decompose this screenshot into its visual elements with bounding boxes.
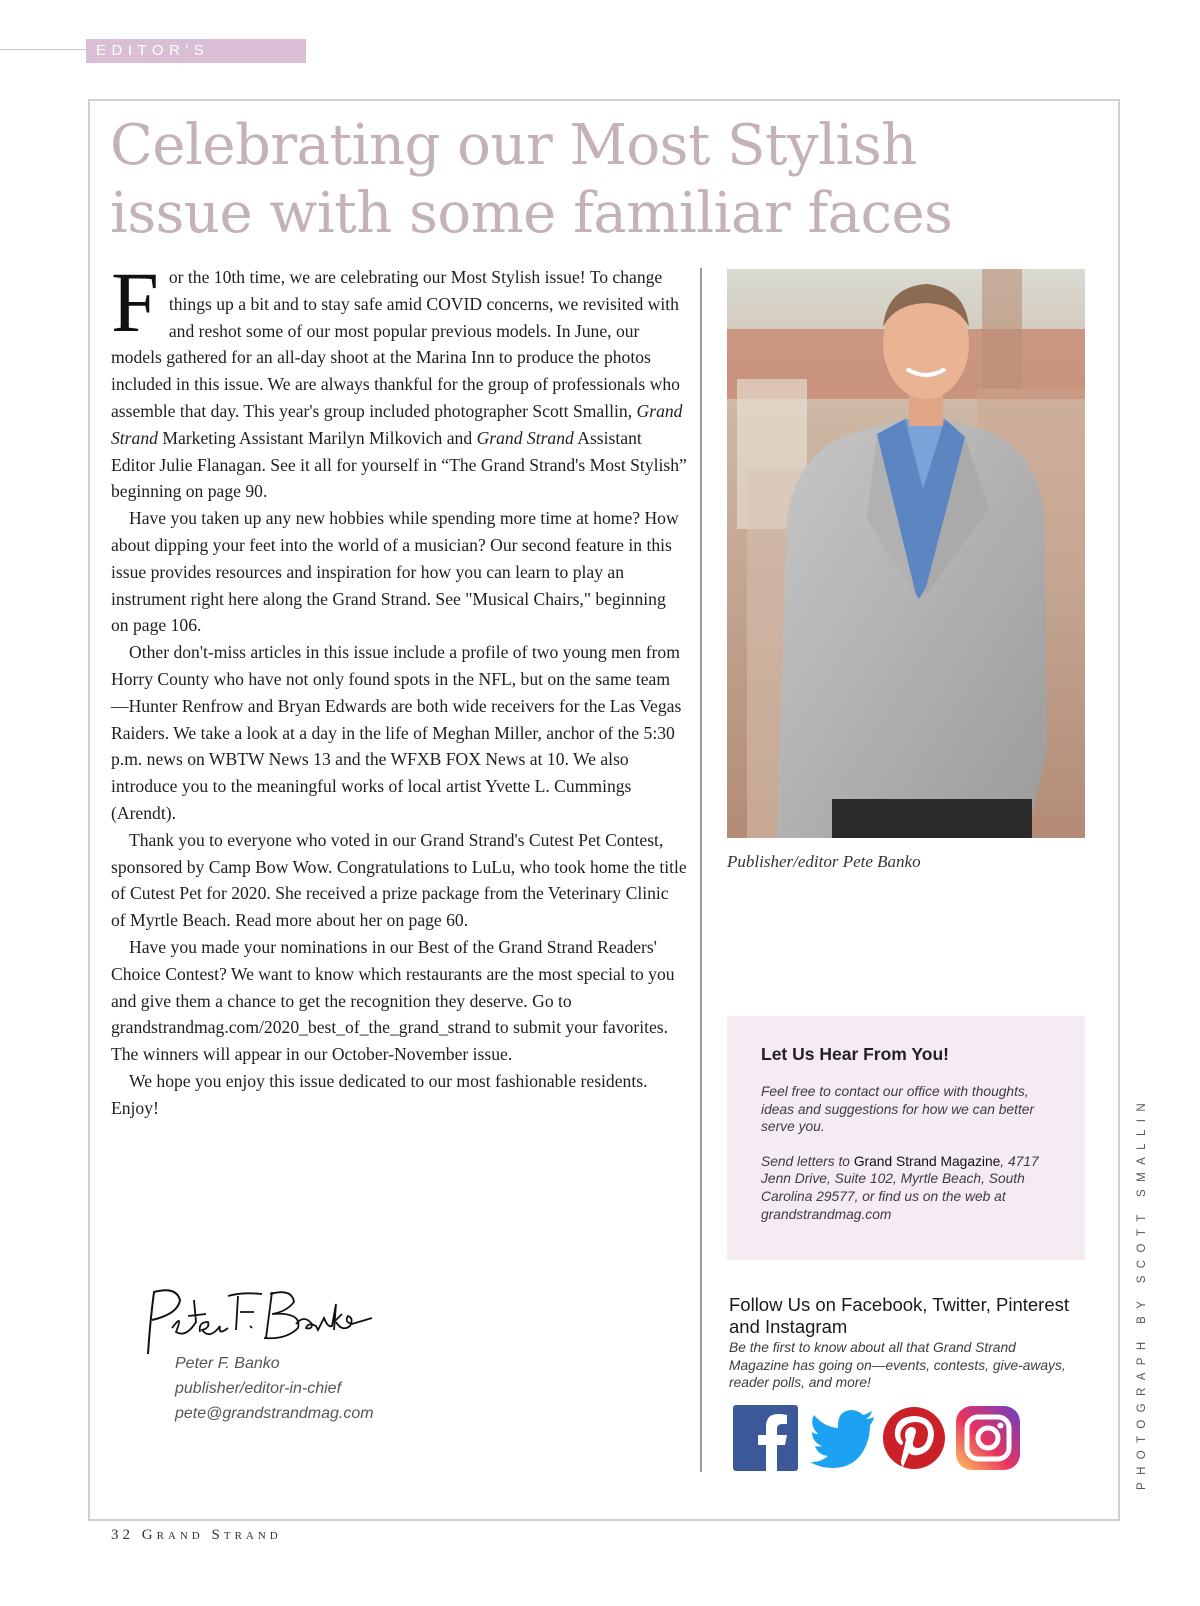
editor-portrait-photo <box>727 269 1085 838</box>
paragraph-2: Have you taken up any new hobbies while spending more time at home? How about dipping your feet into the world of a musician? Our second feature in this issue provides resources and inspiration for how you can learn to play an instrument right here along the Grand Strand. See "Musical Chairs," beginning on page 106. <box>111 508 679 636</box>
magazine-name: Grand Strand <box>141 1527 282 1543</box>
publication-name: Grand Strand <box>476 427 574 448</box>
portrait-illustration <box>727 269 1085 838</box>
page-number: 32 <box>111 1527 134 1543</box>
contact-title: Let Us Hear From You! <box>761 1044 949 1064</box>
signer-email: pete@grandstrandmag.com <box>175 1405 374 1422</box>
mailing-address: Send letters to Grand Strand Magazine, 4717 Jenn Drive, Suite 102, Myrtle Beach, South Carolina 29577, or find us on the web at grandstrandmag.com <box>761 1153 1039 1222</box>
contact-text: Feel free to contact our office with thoughts, ideas and suggestions for how we can better serve you. <box>761 1084 1035 1135</box>
headline: Celebrating our Most Stylish issue with some familiar faces <box>110 113 953 246</box>
drop-cap: F <box>111 254 159 350</box>
signer-name: Peter F. Banko <box>175 1355 280 1372</box>
follow-title: Follow Us on Facebook, Twitter, Pinterest and Instagram <box>729 1294 1070 1337</box>
paragraph-5: Have you made your nominations in our Best of the Grand Strand Readers' Choice Contest? We want to know which restaurants are the most special to you and give them a chance to get the recognition they deserve. Go to grandstrandmag.com/2020_best_of_the_grand_strand to submit your favorites. The winners will appear in our October-November issue. <box>111 936 675 1065</box>
paragraph-1: For the 10th time, we are celebrating our Most Stylish issue! To change things up a bit and to stay safe amid COVID concerns, we revisited with and reshot some of our most popular previous models. In June, our models gathered for an all-day shoot at the Marina Inn to produce the photos included in this issue. We are always thankful for the group of professionals who assemble that day. This year's group included photographer Scott Smallin, Grand Strand Marketing Assistant Marilyn Milkovich and Grand Strand Assistant Editor Julie Flanagan. See it all for yourself in “The Grand Strand's Most Stylish” beginning on page 90. <box>111 254 687 502</box>
pinterest-icon[interactable] <box>882 1405 946 1471</box>
publication-name: Grand Strand <box>111 400 683 448</box>
photo-caption: Publisher/editor Pete Banko <box>727 852 921 871</box>
magazine-name: Grand Strand Magazine <box>853 1153 1001 1169</box>
paragraph-4: Thank you to everyone who voted in our Grand Strand's Cutest Pet Contest, sponsored by Camp Bow Wow. Congratulations to LuLu, who took home the title of Cutest Pet for 2020. She received a prize package from the Veterinary Clinic of Myrtle Beach. Read more about her on page 60. <box>111 829 687 931</box>
contact-box <box>727 1016 1085 1260</box>
column-divider <box>700 268 702 1472</box>
paragraph-6: We hope you enjoy this issue dedicated to our most fashionable residents. Enjoy! <box>111 1070 648 1118</box>
section-tag: EDITOR'S LETTER <box>86 39 306 63</box>
photo-credit: PHOTOGRAPH BY SCOTT SMALLIN <box>1136 1095 1148 1490</box>
instagram-icon[interactable] <box>955 1405 1021 1471</box>
paragraph-3: Other don't-miss articles in this issue include a profile of two young men from Horry County who have not only found spots in the NFL, but on the same team—Hunter Renfrow and Bryan Edwards are both wide receivers for the Las Vegas Raiders. We take a look at a day in the life of Meghan Miller, anchor of the 5:30 p.m. news on WBTW News 13 and the WFXB FOX News at 10. We also introduce you to the meaningful works of local artist Yvette L. Cummings (Arendt). <box>111 642 682 823</box>
facebook-icon[interactable] <box>733 1405 798 1471</box>
follow-text: Be the first to know about all that Grand Strand Magazine has going on—events, contests, give-aways, reader polls, and more! <box>729 1340 1066 1390</box>
page-folio <box>111 1527 282 1544</box>
letter-body <box>111 254 687 1122</box>
top-rule <box>0 49 90 50</box>
twitter-icon[interactable] <box>808 1405 878 1471</box>
signer-title: publisher/editor-in-chief <box>175 1380 342 1397</box>
signature-block <box>175 1351 374 1426</box>
